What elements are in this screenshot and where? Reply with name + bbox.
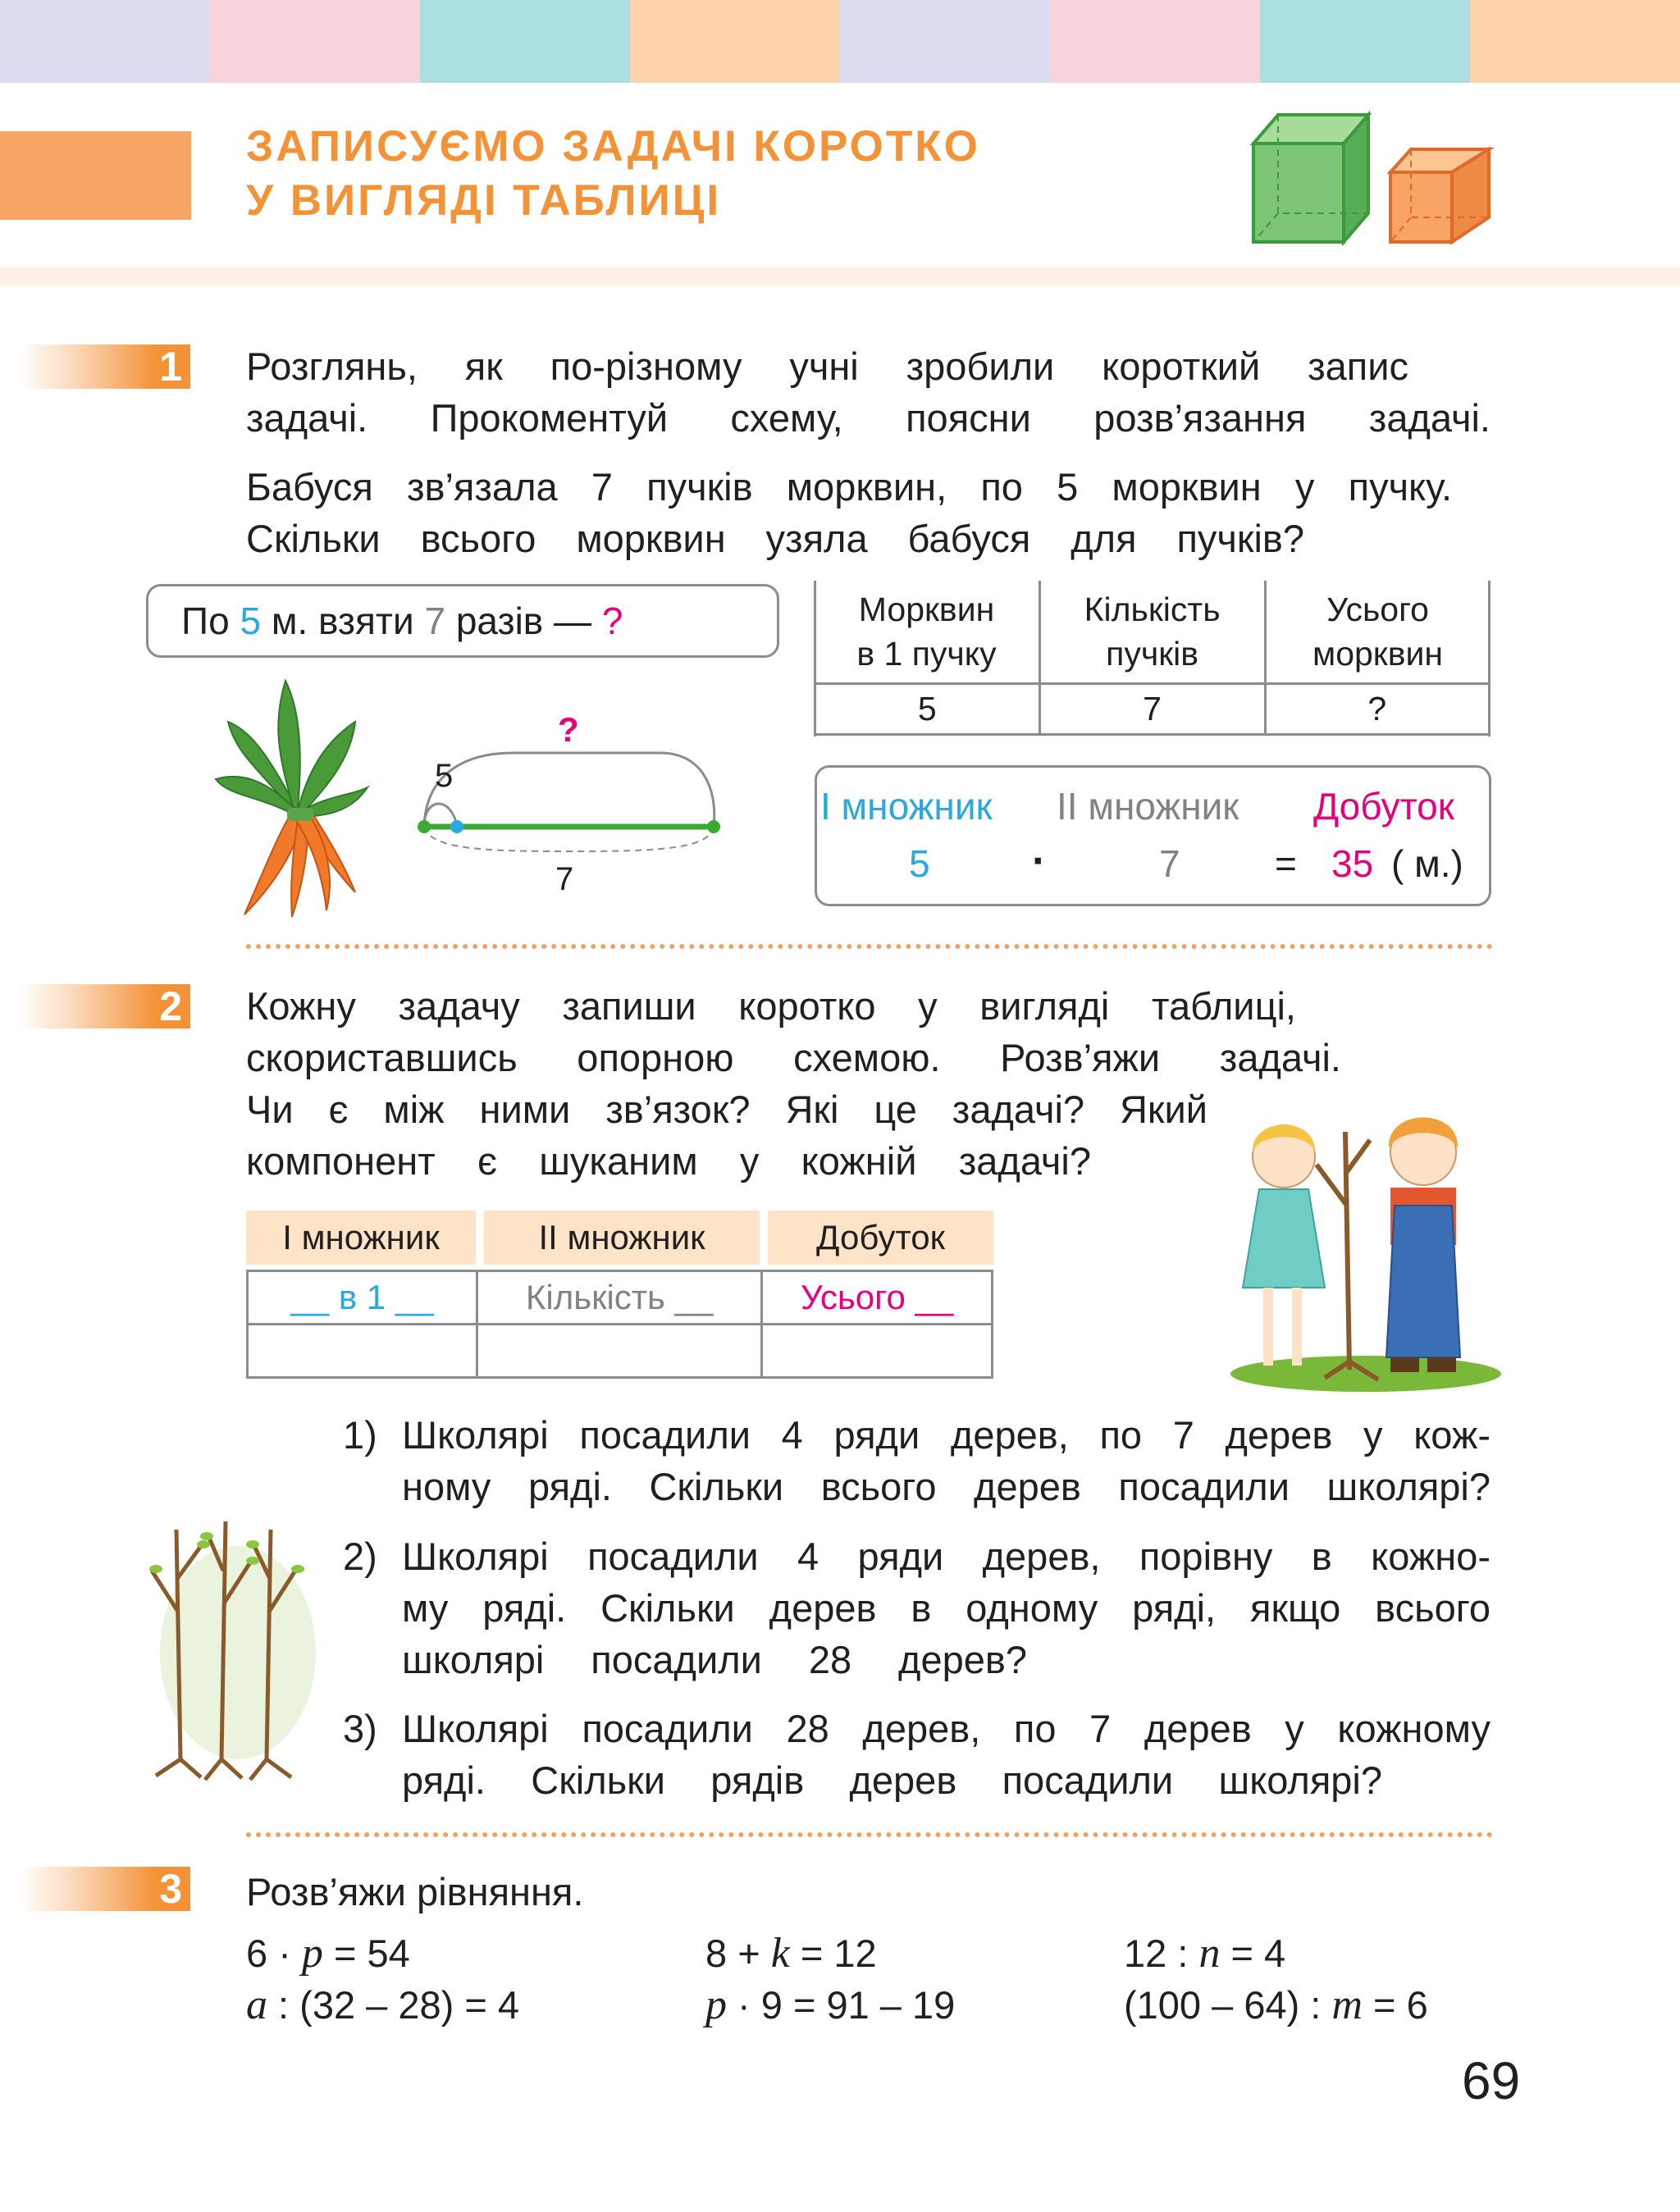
bottom-arc: [424, 827, 714, 851]
solution-unit: ( м.): [1391, 842, 1463, 885]
equation-2: [705, 1927, 877, 1980]
solution-product: 35: [1331, 842, 1374, 885]
task-2-table-empty-cell-2: [477, 1325, 762, 1378]
solution-label-product: Добуток: [1313, 785, 1454, 828]
solution-label-factor-2: ІІ множник: [1057, 785, 1239, 828]
task-1-table-header-3-line-1: Усього: [1326, 590, 1429, 628]
short-note-five: 5: [240, 600, 262, 642]
page-title: [246, 120, 980, 228]
equation-5: [705, 1979, 955, 2032]
equation-2-right: = 12: [789, 1932, 877, 1975]
task-2-table-header-2: ІІ множник: [484, 1211, 768, 1265]
orange-cube: [1390, 149, 1489, 242]
equation-3: [1124, 1927, 1285, 1980]
solution-box: [815, 765, 1491, 906]
header-accent-bar: [0, 131, 191, 220]
page-title-line-1: ЗАПИСУЄМО ЗАДАЧІ КОРОТКО: [246, 122, 980, 171]
segment-end-point: [707, 820, 720, 833]
problem-2-line-1: Школярі посадили 4 ряди дерев, порівну в кожно-: [402, 1535, 1491, 1578]
segment-start-point: [418, 820, 431, 833]
short-note-box: [146, 584, 779, 658]
equation-4: [246, 1979, 519, 2032]
page-number: 69: [1462, 2051, 1521, 2110]
green-cube: [1253, 115, 1368, 242]
equation-2-left: 8 +: [705, 1932, 771, 1975]
task-1-table-header-row: [815, 581, 1490, 683]
equation-1-right: = 54: [322, 1932, 410, 1975]
solution-factor-1: 5: [909, 842, 930, 885]
solution-label-factor-1: І множник: [820, 785, 993, 828]
task-2-table-header-3: Добуток: [768, 1211, 993, 1265]
task-1-badge: 1: [20, 344, 190, 389]
task-2-line-2: скориставшись опорною схемою. Розв’яжи задачі.: [246, 1036, 1341, 1079]
task-1-table-value-2: 7: [1039, 683, 1265, 734]
equation-3-left: 12 :: [1124, 1932, 1199, 1975]
task-1-table-header-2-line-1: Кількість: [1084, 590, 1221, 628]
task-1-table-header-3-line-2: морквин: [1312, 634, 1444, 673]
task-2-table-body: [246, 1270, 993, 1379]
task-1-line-4: Скільки всього морквин узяла бабуся для пучків?: [246, 517, 1304, 560]
task-1-table-header-2: [1039, 581, 1265, 683]
diagram-part-label: 5: [435, 758, 454, 794]
saplings-illustration: [131, 1513, 320, 1784]
segment-part-point: [450, 820, 463, 833]
top-color-stripe: [0, 0, 1680, 83]
short-note-seven: 7: [424, 600, 446, 642]
task-2-table-empty-cell-1: [248, 1325, 477, 1378]
problem-3-number: 3): [343, 1707, 377, 1750]
task-2-line-4: компонент є шуканим у кожній задачі?: [246, 1139, 1091, 1183]
task-2-table-cell-factor-2: Кількість __: [477, 1271, 762, 1325]
girl: [1243, 1124, 1325, 1366]
children-illustration: [1226, 1083, 1505, 1394]
problem-1-line-2: ному ряді. Скільки всього дерев посадили школярі?: [402, 1465, 1491, 1508]
task-2-table-header-row: [246, 1211, 993, 1265]
short-note-question: ?: [601, 600, 623, 642]
equation-6-right: = 6: [1363, 1983, 1428, 2027]
equation-3-variable: n: [1198, 1930, 1221, 1977]
task-2-table-row-1: [248, 1271, 993, 1325]
task-1-line-1: Розглянь, як по-різному учні зробили короткий запис: [246, 344, 1408, 388]
task-1-table: [814, 581, 1491, 736]
task-1-line-2: задачі. Прокоментуй схему, поясни розв’язання задачі.: [246, 396, 1491, 440]
header-separator: [0, 267, 1680, 285]
short-note-text: [181, 595, 623, 647]
divider-2: [246, 1832, 1493, 1837]
task-1-table-value-3: ?: [1265, 683, 1489, 734]
tree-sapling: [1317, 1132, 1378, 1380]
problem-3-line-1: Школярі посадили 28 дерев, по 7 дерев у кожному: [402, 1707, 1491, 1750]
task-1-line-3: Бабуся зв’язала 7 пучків морквин, по 5 морквин у пучку.: [246, 465, 1452, 509]
equation-4-variable: a: [246, 1982, 267, 2028]
equation-4-right: : (32 – 28) = 4: [267, 1983, 519, 2027]
short-note-word-po: По: [181, 600, 230, 642]
carrots-illustration: [212, 673, 376, 919]
boy: [1386, 1118, 1460, 1373]
task-2-badge: 2: [20, 984, 190, 1028]
page-title-line-2: У ВИГЛЯДІ ТАБЛИЦІ: [246, 176, 722, 225]
task-3-line-1: Розв’яжи рівняння.: [246, 1870, 584, 1913]
solution-equals-sign: =: [1275, 842, 1297, 885]
task-1-table-header-1-line-2: в 1 пучку: [856, 634, 997, 673]
task-2-table: [246, 1211, 993, 1265]
equation-3-right: = 4: [1220, 1932, 1286, 1975]
task-1-table-value-row: [815, 683, 1490, 734]
diagram-whole-label: 7: [555, 861, 574, 897]
task-2-table-header-1: І множник: [246, 1211, 484, 1265]
equation-6-left: (100 – 64) :: [1124, 1983, 1332, 2027]
short-note-words: м. взяти: [271, 600, 414, 642]
equation-5-variable: p: [705, 1982, 727, 2028]
task-1-table-header-1-line-1: Морквин: [858, 590, 995, 628]
cubes-illustration: [1247, 107, 1518, 254]
task-3-badge: 3: [20, 1867, 190, 1911]
problem-1-number: 1): [343, 1413, 377, 1457]
task-1-table-right-border: [1488, 581, 1491, 737]
problem-3-line-2: ряді. Скільки рядів дерев посадили школярі?: [402, 1758, 1382, 1802]
equation-1-left: 6 ·: [246, 1932, 302, 1975]
task-2-line-3: Чи є між ними зв’язок? Які це задачі? Який: [246, 1088, 1208, 1131]
problem-1-line-1: Школярі посадили 4 ряди дерев, по 7 дерев у кож-: [402, 1413, 1491, 1457]
task-2-table-cell-product: Усього __: [762, 1271, 993, 1325]
divider-1: [246, 944, 1493, 949]
problem-2-line-2: му ряді. Скільки дерев в одному ряді, якщо всього: [402, 1586, 1491, 1630]
task-2-table-cell-factor-1: __ в 1 __: [248, 1271, 477, 1325]
short-note-times: разів —: [455, 600, 592, 642]
task-1-table-left-border: [814, 581, 816, 737]
task-2-table-row-2: [248, 1325, 993, 1378]
task-1-table-header-3: [1265, 581, 1489, 683]
equation-6-variable: m: [1331, 1982, 1363, 2028]
equation-1: [246, 1927, 410, 1980]
equation-1-variable: p: [301, 1930, 323, 1977]
problem-2-number: 2): [343, 1535, 377, 1578]
equation-5-right: · 9 = 91 – 19: [727, 1983, 956, 2027]
solution-factor-2: 7: [1159, 842, 1180, 885]
task-2-table-empty-cell-3: [762, 1325, 993, 1378]
carrot-tie: [287, 808, 313, 821]
task-1-table-header-1: [815, 581, 1040, 683]
whole-arc: [424, 753, 714, 827]
task-2-line-1: Кожну задачу запиши коротко у вигляді таблиці,: [246, 984, 1296, 1028]
solution-multiply-sign: ·: [1032, 837, 1047, 885]
equation-6: [1124, 1979, 1428, 2032]
problem-2-line-3: школярі посадили 28 дерев?: [402, 1638, 1027, 1681]
task-1-table-header-2-line-2: пучків: [1106, 634, 1199, 673]
equation-2-variable: k: [770, 1930, 790, 1977]
task-1-table-value-1: 5: [815, 683, 1040, 734]
diagram-question: ?: [558, 710, 579, 749]
